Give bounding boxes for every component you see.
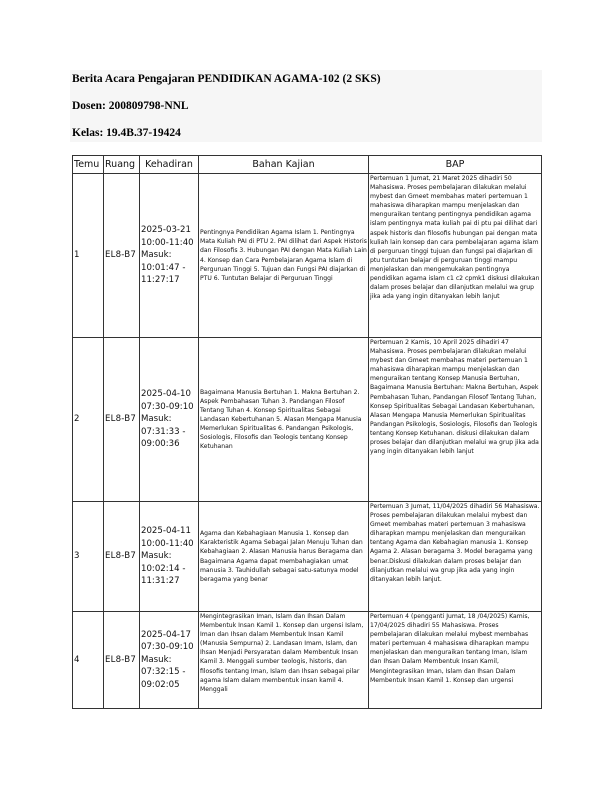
bap-note [369, 502, 542, 612]
col-header-bap: BAP [369, 156, 542, 174]
table-row [73, 174, 542, 338]
masuk-label: Masuk: [141, 654, 172, 665]
attendance-cell [140, 612, 199, 709]
masuk-time: 07:31:33 - 09:00:36 [141, 426, 186, 450]
bap-note-text: Pertemuan 2 Kamis, 10 April 2025 dihadiri 47 Mahasiswa. Proses pembelajaran dilakukan melalui mybest dan Gmeet membahas materi pertemuan 1 mahasiswa diharapkan mampu menjelaskan dan menguraikan tentang Konsep Manusia Bertuhan, Bagaimana Manusia Bertuhan: Makna Bertuhan, Aspek Pembahasan Tuhan, Pandangan Filosof Tentang Tuhan, Konsep Spiritualitas Sebagai Landasan Kebertuhanan, Alasan Mengapa Manusia Memerlukan Spiritualitas Pandangan Psikologis, Sosiologis, Filosofis dan Teologis tentang Konsep Ketuhanan. diskusi dilakukan dalam proses belajar dan dilanjutkan melalui wa grup jika ada yang ingin ditanyakan lebih lanjut [370, 339, 539, 456]
room-code: EL8-B7 [104, 612, 140, 709]
bap-note [369, 612, 542, 709]
col-header-temu: Temu [73, 156, 104, 174]
lecturer-id: Dosen: 200809798-NNL [72, 100, 189, 112]
study-material-text: Pentingnya Pendidikan Agama Islam 1. Pentingnya Mata Kuliah PAI di PTU 2. PAI dilihat dari Aspek Historis dan Filosofis 3. Hubungan PAI dengan Mata Kuliah Lain 4. Konsep dan Cara Pembelajaran Agama Islam di Perguruan Tinggi 5. Tujuan dan Fungsi PAI diajarkan di PTU 6. Tuntutan Belajar di Perguruan Tinggi [200, 229, 367, 282]
room-code: EL8-B7 [104, 338, 140, 502]
attendance-time: 07:30-09:10 [141, 642, 194, 653]
table-row [73, 612, 542, 709]
col-header-bahan-kajian: Bahan Kajian [199, 156, 369, 174]
table-row [73, 502, 542, 612]
study-material-text: Mengintegrasikan Iman, Islam dan Ihsan Dalam Membentuk Insan Kamil 1. Konsep dan urgensi Islam, Iman dan Ihsan dalam Membentuk Insan Kamil (Manusia Sempurna) 2. Landasan Imam, Islam, dan Ihsan Menjadi Persyaratan dalam Membentuk Insan Kamil 3. Menggali sumber teologis, historis, dan filosofis tentang Iman, Islam dan Ihsan sebagai pilar agama Islam dalam membentuk insan kamil 4. Menggali [200, 613, 364, 693]
bap-note [369, 174, 542, 338]
masuk-time: 07:32:15 - 09:02:05 [141, 667, 186, 690]
meeting-number: 2 [73, 338, 104, 502]
bap-note [369, 338, 542, 502]
attendance-cell [140, 338, 199, 502]
study-material [199, 612, 369, 709]
study-material-text: Bagaimana Manusia Bertuhan 1. Makna Bertuhan 2. Aspek Pembahasan Tuhan 3. Pandangan Filosof Tentang Tuhan 4. Konsep Spiritualitas Sebagai Landasan Kebertuhanan 5. Alasan Mengapa Manusia Memerlukan Spiritualitas 6. Pandangan Psikologis, Sosiologis, Filosofis dan Teologis tentang Konsep Ketuhanan [200, 388, 362, 451]
attendance-time: 07:30-09:10 [141, 401, 194, 412]
course-title: Berita Acara Pengajaran PENDIDIKAN AGAMA-102 (2 SKS) [72, 73, 381, 85]
masuk-time: 10:01:47 - 11:27:17 [141, 262, 186, 286]
attendance-date: 2025-04-10 [141, 389, 191, 400]
masuk-label: Masuk: [141, 414, 172, 425]
attendance-date: 2025-04-17 [141, 629, 191, 640]
table-header-row [73, 156, 542, 174]
study-material [199, 502, 369, 612]
table-row [73, 338, 542, 502]
meeting-number: 3 [73, 502, 104, 612]
meeting-number: 1 [73, 174, 104, 338]
study-material [199, 338, 369, 502]
bap-note-text: Pertemuan 4 (pengganti Jumat, 18 /04/2025) Kamis, 17/04/2025 dihadiri 55 Mahasiswa. Proses pembelajaran dilakukan melalui mybest membahas materi pertemuan 4 mahasiswa diharapkan mampu menjelaskan dan menguraikan tentang Iman, Islam dan Ihsan Dalam Membentuk Insan Kamil, Mengintegrasikan Iman, Islam dan Ihsan Dalam Membentuk Insan Kamil 1. Konsep dan urgensi [370, 613, 530, 684]
attendance-date: 2025-03-21 [141, 225, 191, 236]
masuk-label: Masuk: [141, 551, 172, 562]
bap-note-text: Pertemuan 1 Jumat, 21 Maret 2025 dihadiri 50 Mahasiswa. Proses pembelajaran dilakukan melalui mybest dan Gmeet membahas materi pertemuan 1 mahasiswa diharapkan mampu menjelaskan dan menguraikan tentang pentingnya pendidikan agama islam pentingnya mata kuliah pai di ptu pai dilihat dari aspek historis dan filosofis hubungan pai dengan mata kuliah lain konsep dan cara pembelajaran agama islam di perguruan tinggi tujuan dan fungsi pai diajarkan di ptu tuntutan belajar di perguruan tinggi mampu menjelaskan dan mengemukakan pentingnya pendidikan agama islam c1 c2 cpmk1 diskusi dilakukan dalam proses belajar dan dilanjutkan melalui wa grup jika ada yang ingin ditanyakan lebih lanjut [370, 175, 540, 301]
masuk-time: 10:02:14 - 11:31:27 [141, 563, 186, 587]
class-code: Kelas: 19.4B.37-19424 [72, 127, 181, 139]
room-code: EL8-B7 [104, 502, 140, 612]
document-header [70, 70, 542, 142]
attendance-time: 10:00-11:40 [141, 538, 194, 549]
bap-table [72, 155, 542, 709]
attendance-date: 2025-04-11 [141, 526, 191, 537]
study-material [199, 174, 369, 338]
masuk-label: Masuk: [141, 250, 172, 261]
attendance-cell [140, 174, 199, 338]
bap-note-text: Pertemuan 3 Jumat, 11/04/2025 dihadiri 56 Mahasiswa. Proses pembelajaran dilakukan melalui mybest dan Gmeet membahas materi pertemuan 3 mahasiswa diharapkan mampu menjelaskan dan menguraikan tentang Agama dan Kebahagian manusia 1. Konsep Agama 2. Alasan beragama 3. Model beragama yang benar.Diskusi dilakukan dalam proses belajar dan dilanjutkan melalui wa grup jika ada yang ingin ditanyakan lebih lanjut. [370, 503, 540, 583]
col-header-kehadiran: Kehadiran [140, 156, 199, 174]
study-material-text: Agama dan Kebahagiaan Manusia 1. Konsep dan Karakteristik Agama Sebagai Jalan Menuju Tuhan dan Kebahagiaan 2. Alasan Manusia harus Beragama dan Bagaimana Agama dapat membahagiakan umat manusia 3. Tauhidullah sebagai satu-satunya model beragama yang benar [200, 530, 363, 583]
attendance-cell [140, 502, 199, 612]
room-code: EL8-B7 [104, 174, 140, 338]
col-header-ruang: Ruang [104, 156, 140, 174]
meeting-number: 4 [73, 612, 104, 709]
attendance-time: 10:00-11:40 [141, 237, 194, 248]
